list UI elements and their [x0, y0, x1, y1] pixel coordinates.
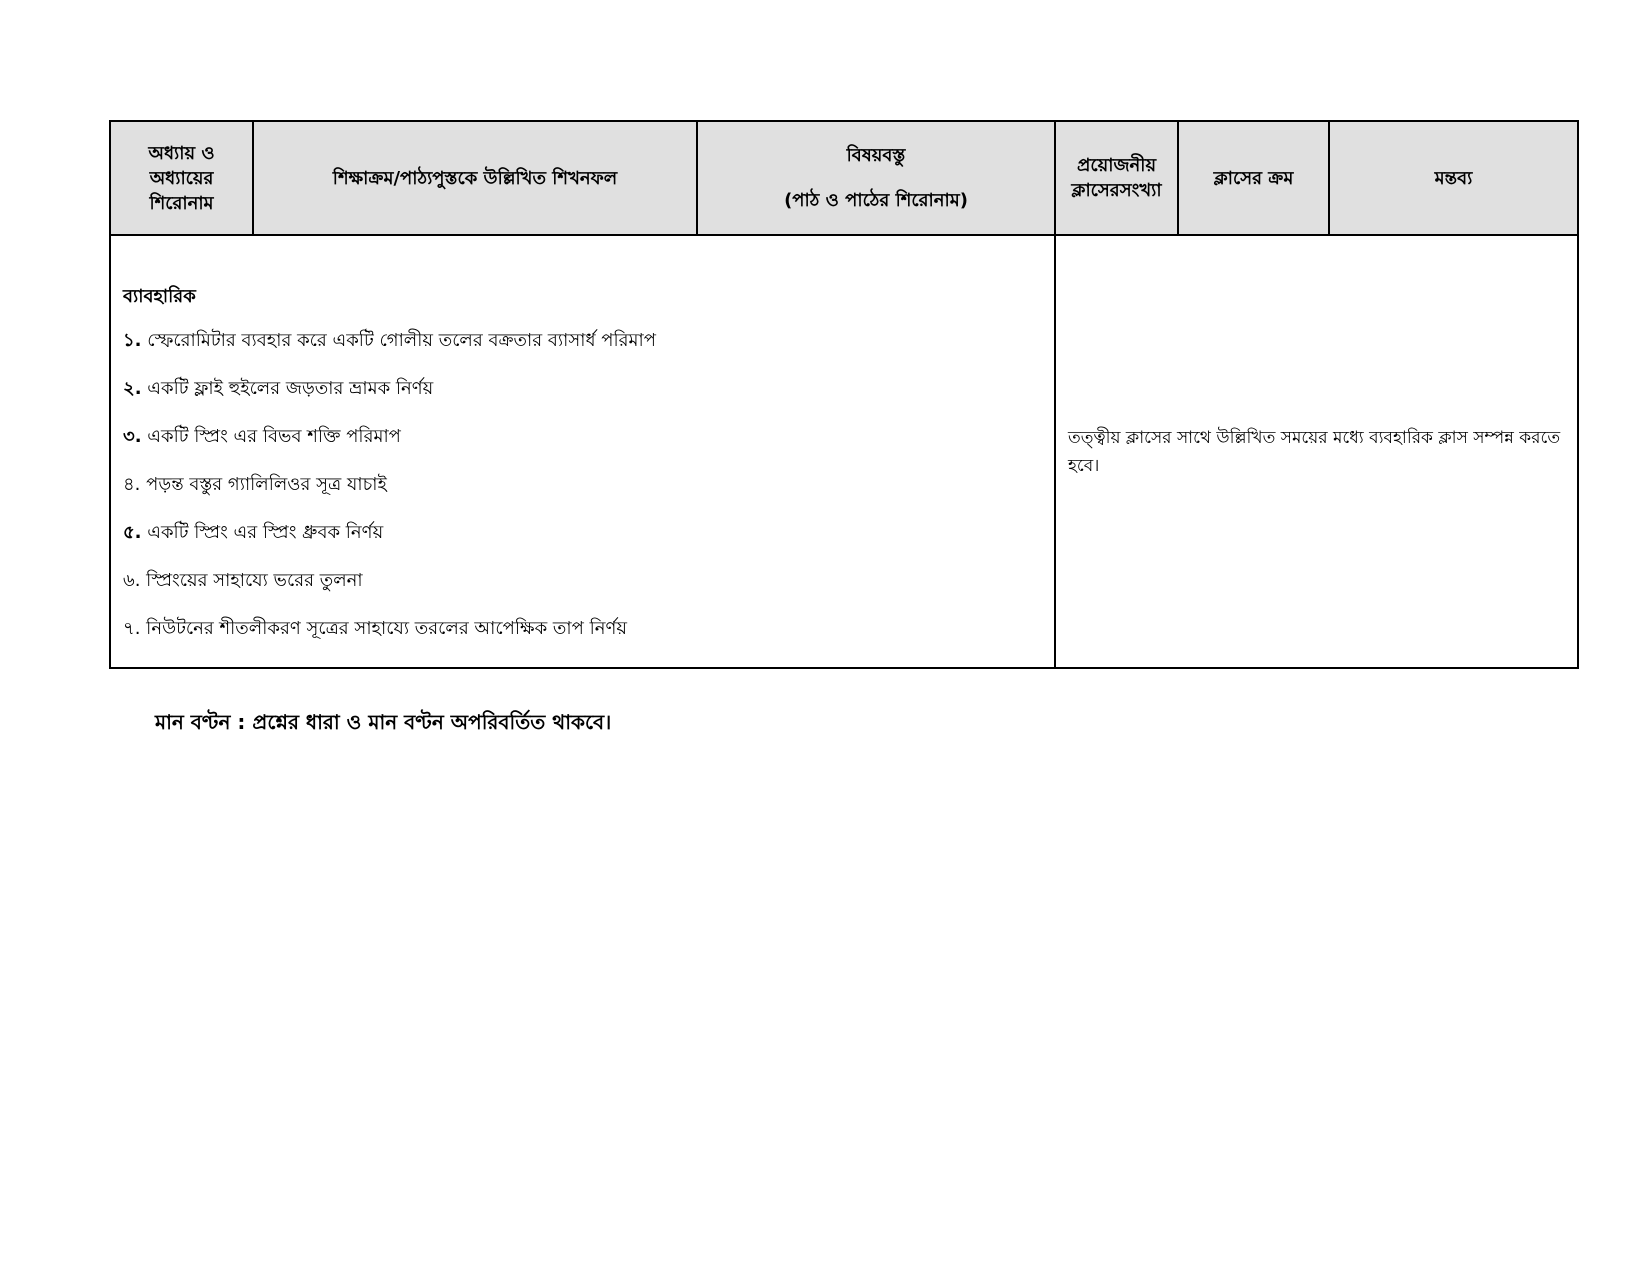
practical-remark-cell: [1055, 235, 1578, 668]
list-item-number: ৬.: [123, 570, 141, 591]
marks-distribution-note: মান বণ্টন : প্রশ্নের ধারা ও মান বণ্টন অপরিবর্তিত থাকবে।: [155, 710, 612, 734]
practical-remark-text: তত্ত্বীয় ক্লাসের সাথে উল্লিখিত সময়ের মধ্যে ব্যবহারিক ক্লাস সম্পন্ন করতে হবে।: [1068, 427, 1561, 476]
list-item-number: ৫.: [123, 522, 142, 543]
list-item-number: ২.: [123, 378, 142, 399]
list-item-text: স্প্রিংয়ের সাহায্যে ভরের তুলনা: [146, 570, 363, 591]
practical-list: [123, 328, 1042, 664]
header-remarks: [1329, 121, 1578, 235]
list-item: [123, 472, 1042, 520]
header-required-classes-line: প্রয়োজনীয়: [1076, 155, 1157, 176]
header-content-subtitle: (পাঠ ও পাঠের শিরোনাম): [784, 190, 968, 211]
list-item-text: একটি স্প্রিং এর স্প্রিং ধ্রুবক নির্ণয়: [147, 522, 384, 543]
header-class-order: [1178, 121, 1329, 235]
header-chapter: [110, 121, 253, 235]
header-class-order-text: ক্লাসের ক্রম: [1213, 167, 1294, 189]
list-item-number: ৭.: [123, 618, 141, 639]
list-item-number: ১.: [123, 330, 142, 351]
list-item-text: নিউটনের শীতলীকরণ সূত্রের সাহায্যে তরলের আপেক্ষিক তাপ নির্ণয়: [146, 618, 627, 639]
list-item: [123, 424, 1042, 472]
syllabus-table: [109, 120, 1579, 669]
header-chapter-line: অধ্যায় ও: [148, 142, 215, 164]
list-item: [123, 376, 1042, 424]
list-item: [123, 328, 1042, 376]
list-item-number: ৪.: [123, 474, 141, 495]
list-item-text: একটি ফ্লাই হুইলের জড়তার ভ্রামক নির্ণয়: [147, 378, 434, 399]
list-item-text: একটি স্প্রিং এর বিভব শক্তি পরিমাপ: [147, 426, 401, 447]
header-row: [110, 121, 1578, 235]
header-required-classes-line: ক্লাসেরসংখ্যা: [1071, 180, 1162, 201]
practical-row: [110, 235, 1578, 668]
header-content: [697, 121, 1055, 235]
header-content-title: বিষয়বস্তু: [846, 145, 906, 166]
list-item: [123, 616, 1042, 664]
list-item-text: পড়ন্ত বস্তুর গ্যালিলিওর সূত্র যাচাই: [146, 474, 387, 495]
list-item: [123, 520, 1042, 568]
header-learning-outcome-text: শিক্ষাক্রম/পাঠ্যপুস্তকে উল্লিখিত শিখনফল: [332, 167, 618, 189]
header-required-classes: [1055, 121, 1178, 235]
list-item-text: স্ফেরোমিটার ব্যবহার করে একটি গোলীয় তলের বক্রতার ব্যাসার্ধ পরিমাপ: [147, 330, 656, 351]
list-item: [123, 568, 1042, 616]
header-chapter-line: অধ্যায়ের: [149, 167, 214, 189]
header-remarks-text: মন্তব্য: [1434, 167, 1473, 189]
header-learning-outcome: [253, 121, 697, 235]
practical-content-cell: [110, 235, 1055, 668]
practical-title: ব্যাবহারিক: [123, 286, 196, 307]
header-chapter-line: শিরোনাম: [149, 192, 214, 214]
list-item-number: ৩.: [123, 426, 142, 447]
